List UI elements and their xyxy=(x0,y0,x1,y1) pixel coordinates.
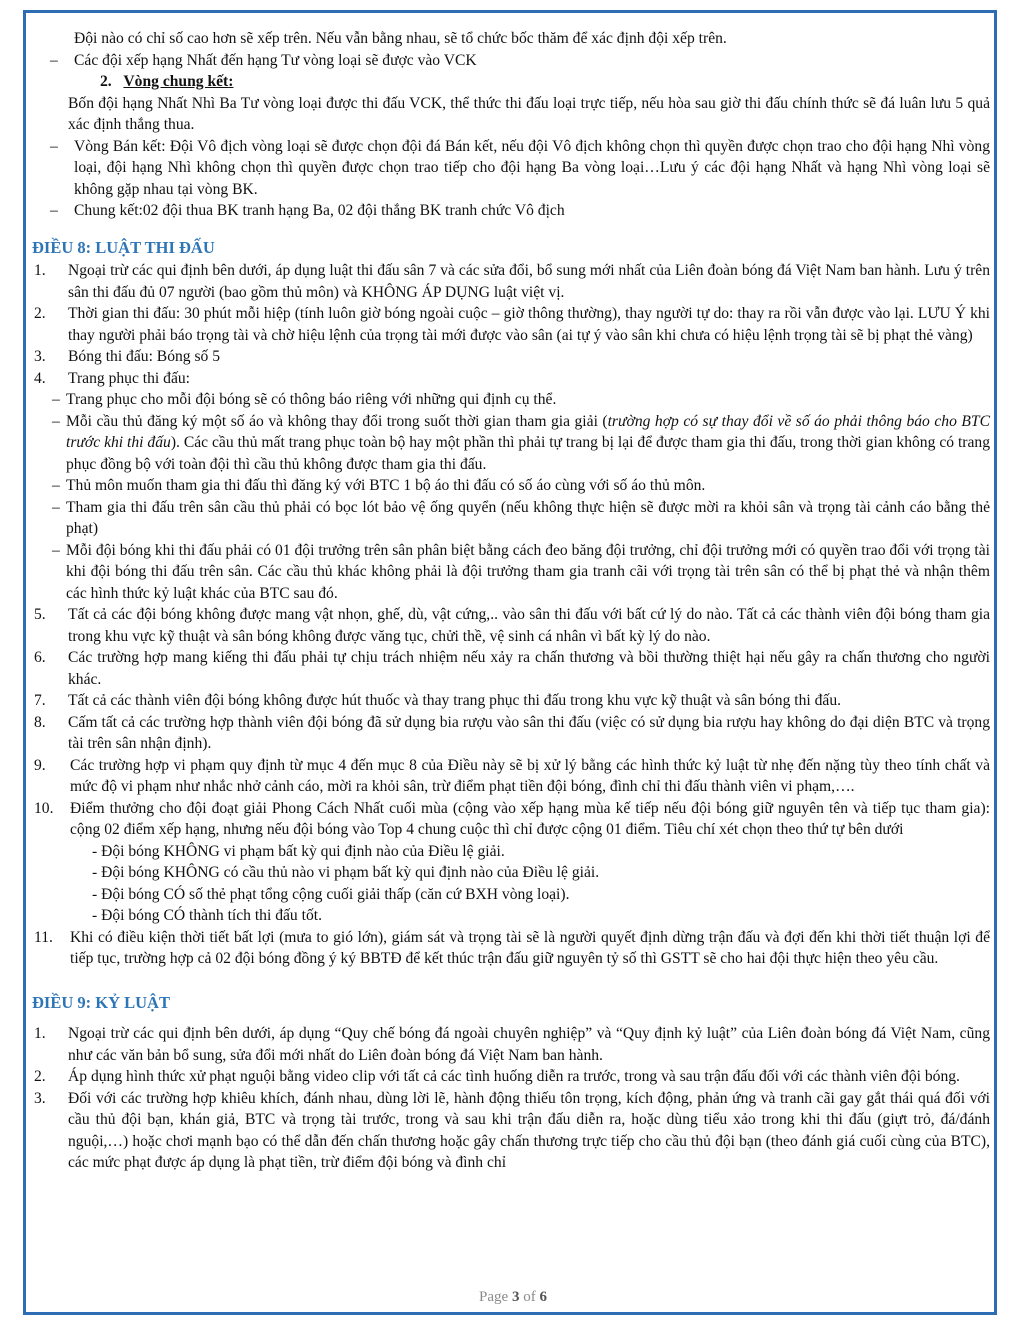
list-item: 10. Điểm thưởng cho đội đoạt giải Phong Cách Nhất cuối mùa (cộng vào xếp hạng mùa kế tiếp nếu đội bóng giữ nguyên tên và tiếp tục tham gia): cộng 02 điểm xếp hạng, nhưng nếu đội bóng vào Top 4 chung cuộc thì chỉ được cộng 01 điểm. Tiêu chí xét chọn theo thứ tự bên dưới xyxy=(34,799,990,838)
article-9-list xyxy=(32,1023,990,1174)
list-item: 4. Trang phục thi đấu: xyxy=(34,369,191,387)
semifinal-item: – Vòng Bán kết: Đội Vô địch vòng loại sẽ được chọn đội đá Bán kết, nếu đội Vô địch không chọn thì quyền được chọn trao cho đội hạng Nhì vòng loại, đội hạng Nhì không chọn thì quyền được chọn trao tiếp cho đội hạng Ba vòng loại…Lưu ý các đội hạng Nhất và hạng Nhì vòng loại sẽ không gặp nhau tại vòng BK. xyxy=(32,136,990,201)
list-item: 11. Khi có điều kiện thời tiết bất lợi (mưa to gió lớn), giám sát và trọng tài sẽ là người quyết định dừng trận đấu và đợi đến khi thời tiết thuận lợi để tiếp tục, trường hợp cả 02 đội bóng đồng ý ký BBTĐ để kết thúc trận đấu giữ nguyên tỷ số thì GSTT sẽ cho hai đội thực hiện theo yêu cầu. xyxy=(34,928,990,967)
criteria-item: - Đội bóng KHÔNG vi phạm bất kỳ qui định nào của Điều lệ giải. xyxy=(92,842,505,860)
final-item: – Chung kết:02 đội thua BK tranh hạng Ba, 02 đội thắng BK tranh chức Vô địch xyxy=(32,200,990,222)
list-item: 6. Các trường hợp mang kiếng thi đấu phải tự chịu trách nhiệm nếu xảy ra chấn thương và bồi thường thiệt hại nếu gây ra chấn thương cho người khác. xyxy=(34,649,990,688)
criteria-item: - Đội bóng CÓ số thẻ phạt tổng cộng cuối giải thấp (căn cứ BXH vòng loại). xyxy=(92,885,570,903)
list-item: 2. Thời gian thi đấu: 30 phút mỗi hiệp (tính luôn giờ bóng ngoài cuộc – giờ thông thường), thay người tự do: thay ra rồi vẫn được vào lại. LƯU Ý khi thay người phải báo trọng tài và chờ hiệu lệnh của trọng tài mới được vào sân (ai tự ý vào sân khi chưa có hiệu lệnh trọng tài sẽ bị phạt thẻ vàng) xyxy=(34,305,990,344)
page-number-footer: Page 3 of 6 xyxy=(479,1289,547,1305)
criteria-item: - Đội bóng KHÔNG có cầu thủ nào vi phạm bất kỳ qui định nào của Điều lệ giải. xyxy=(92,864,600,881)
article-9-heading: ĐIỀU 9: KỶ LUẬT xyxy=(32,992,170,1012)
final-round-heading: 2. Vòng chung kết: xyxy=(100,73,234,90)
list-item: 7. Tất cả các thành viên đội bóng không được hút thuốc và thay trang phục thi đấu trong khu vực kỹ thuật và sân bóng thi đấu. xyxy=(34,692,842,709)
criteria-item: - Đội bóng CÓ thành tích thi đấu tốt. xyxy=(92,907,322,924)
list-item: 8. Cấm tất cả các trường hợp thành viên đội bóng đã sử dụng bia rượu vào sân thi đấu (việc có sử dụng bia rượu hay không do đại diện BTC và trọng tài trên sân nhận định). xyxy=(34,713,990,752)
list-item: 3. Bóng thi đấu: Bóng số 5 xyxy=(34,348,221,365)
list-item: 1. Ngoại trừ các qui định bên dưới, áp dụng luật thi đấu sân 7 và các sửa đổi, bổ sung mới nhất của Liên đoàn bóng đá Việt Nam ban hành. Lưu ý trên sân thi đấu đủ 07 người (bao gồm thủ môn) và KHÔNG ÁP DỤNG luật việt vị. xyxy=(34,262,990,301)
list-item: 5. Tất cả các đội bóng không được mang vật nhọn, ghế, dù, vật cứng,.. vào sân thi đấu với bất cứ lý do nào. Tất cả các thành viên đội bóng tham gia trong khu vực kỹ thuật và sân bóng không được văng tục, chửi thề, vệ sinh cá nhân vì bất kỳ lý do nào. xyxy=(34,606,990,645)
article-8-list xyxy=(32,260,990,970)
article-8-heading: ĐIỀU 8: LUẬT THI ĐẤU xyxy=(32,237,215,257)
document-body xyxy=(32,28,990,1174)
uniform-item: – Trang phục cho mỗi đội bóng sẽ có thông báo riêng với những qui định cụ thể. xyxy=(32,389,990,411)
intro-dash-item: – Các đội xếp hạng Nhất đến hạng Tư vòng loại sẽ được vào VCK xyxy=(32,50,990,72)
list-item: 3. Đối với các trường hợp khiêu khích, đánh nhau, dùng lời lẽ, hành động thiếu tôn trọng, kích động, phản ứng và tranh cãi gay gắt thái quá đối với cầu thủ đội bạn, khán giả, BTC và trọng tài trước, trong và sau khi trận đấu diễn ra, hoặc dùng tiểu xảo trong khi thi đấu (giựt trỏ, đá/đánh nguội,…) hoặc chơi mạnh bạo có thể dẫn đến chấn thương hoặc gây chấn thương trực tiếp cho cầu thủ đội bạn (theo đánh giá cuối cùng của BTC), các mức phạt được áp dụng là phạt tiền, trừ điểm đội bóng và đình chỉ xyxy=(34,1089,990,1171)
uniform-item: – Mỗi đội bóng khi thi đấu phải có 01 đội trưởng trên sân phân biệt bằng cách đeo băng đội trưởng, chỉ đội trưởng mới có quyền trao đổi với trọng tài khi đội bóng thi đấu trên sân. Các cầu thủ khác không phải là đội trưởng tham gia tranh cãi với trọng tài trên sân có thể bị phạt thẻ và nhận thêm các hình thức kỷ luật khác của BTC sau đó. xyxy=(32,540,990,605)
intro-line: Đội nào có chỉ số cao hơn sẽ xếp trên. Nếu vẫn bằng nhau, sẽ tổ chức bốc thăm để xác định đội xếp trên. xyxy=(74,30,727,47)
final-round-body: Bốn đội hạng Nhất Nhì Ba Tư vòng loại được thi đấu VCK, thể thức thi đấu loại trực tiếp, nếu hòa sau giờ thi đấu chính thức sẽ đá luân lưu 5 quả xác định thắng thua. xyxy=(68,94,990,133)
uniform-item: – Tham gia thi đấu trên sân cầu thủ phải có bọc lót bảo vệ ống quyển (nếu không thực hiện sẽ được mời ra khỏi sân và trọng tài cảnh cáo bằng thẻ phạt) xyxy=(32,497,990,540)
list-item: 2. Áp dụng hình thức xử phạt nguội bằng video clip với tất cả các tình huống diễn ra trước, trong và sau trận đấu đối với các thành viên đội bóng. xyxy=(34,1068,960,1085)
list-item: 9. Các trường hợp vi phạm quy định từ mục 4 đến mục 8 của Điều này sẽ bị xử lý bằng các hình thức kỷ luật từ nhẹ đến nặng tùy theo tính chất và mức độ vi phạm như nhắc nhở cảnh cáo, mời ra khỏi sân, trừ điểm phạt tiền đội bóng, đình chỉ thi đấu thành viên vi phạm,…. xyxy=(34,756,990,795)
uniform-item: – Mỗi cầu thủ đăng ký một số áo và không thay đổi trong suốt thời gian tham gia giải (trường hợp có sự thay đổi về số áo phải thông báo cho BTC trước khi thi đấu). Các cầu thủ mất trang phục toàn bộ hay một phần thì phải tự trang bị lại để được tham gia thi đấu, trong thời gian không có trang phục đồng bộ với toàn đội thì cầu thủ không được tham gia thi đấu. xyxy=(32,411,990,476)
list-item: 1. Ngoại trừ các qui định bên dưới, áp dụng “Quy chế bóng đá ngoài chuyên nghiệp” và “Quy định kỷ luật” của Liên đoàn bóng đá Việt Nam, cũng như các văn bản bổ sung, sửa đổi mới nhất do Liên đoàn bóng đá Việt Nam ban hành. xyxy=(34,1025,990,1064)
uniform-item: – Thủ môn muốn tham gia thi đấu thì đăng ký với BTC 1 bộ áo thi đấu có số áo cùng với số áo thủ môn. xyxy=(32,475,990,497)
